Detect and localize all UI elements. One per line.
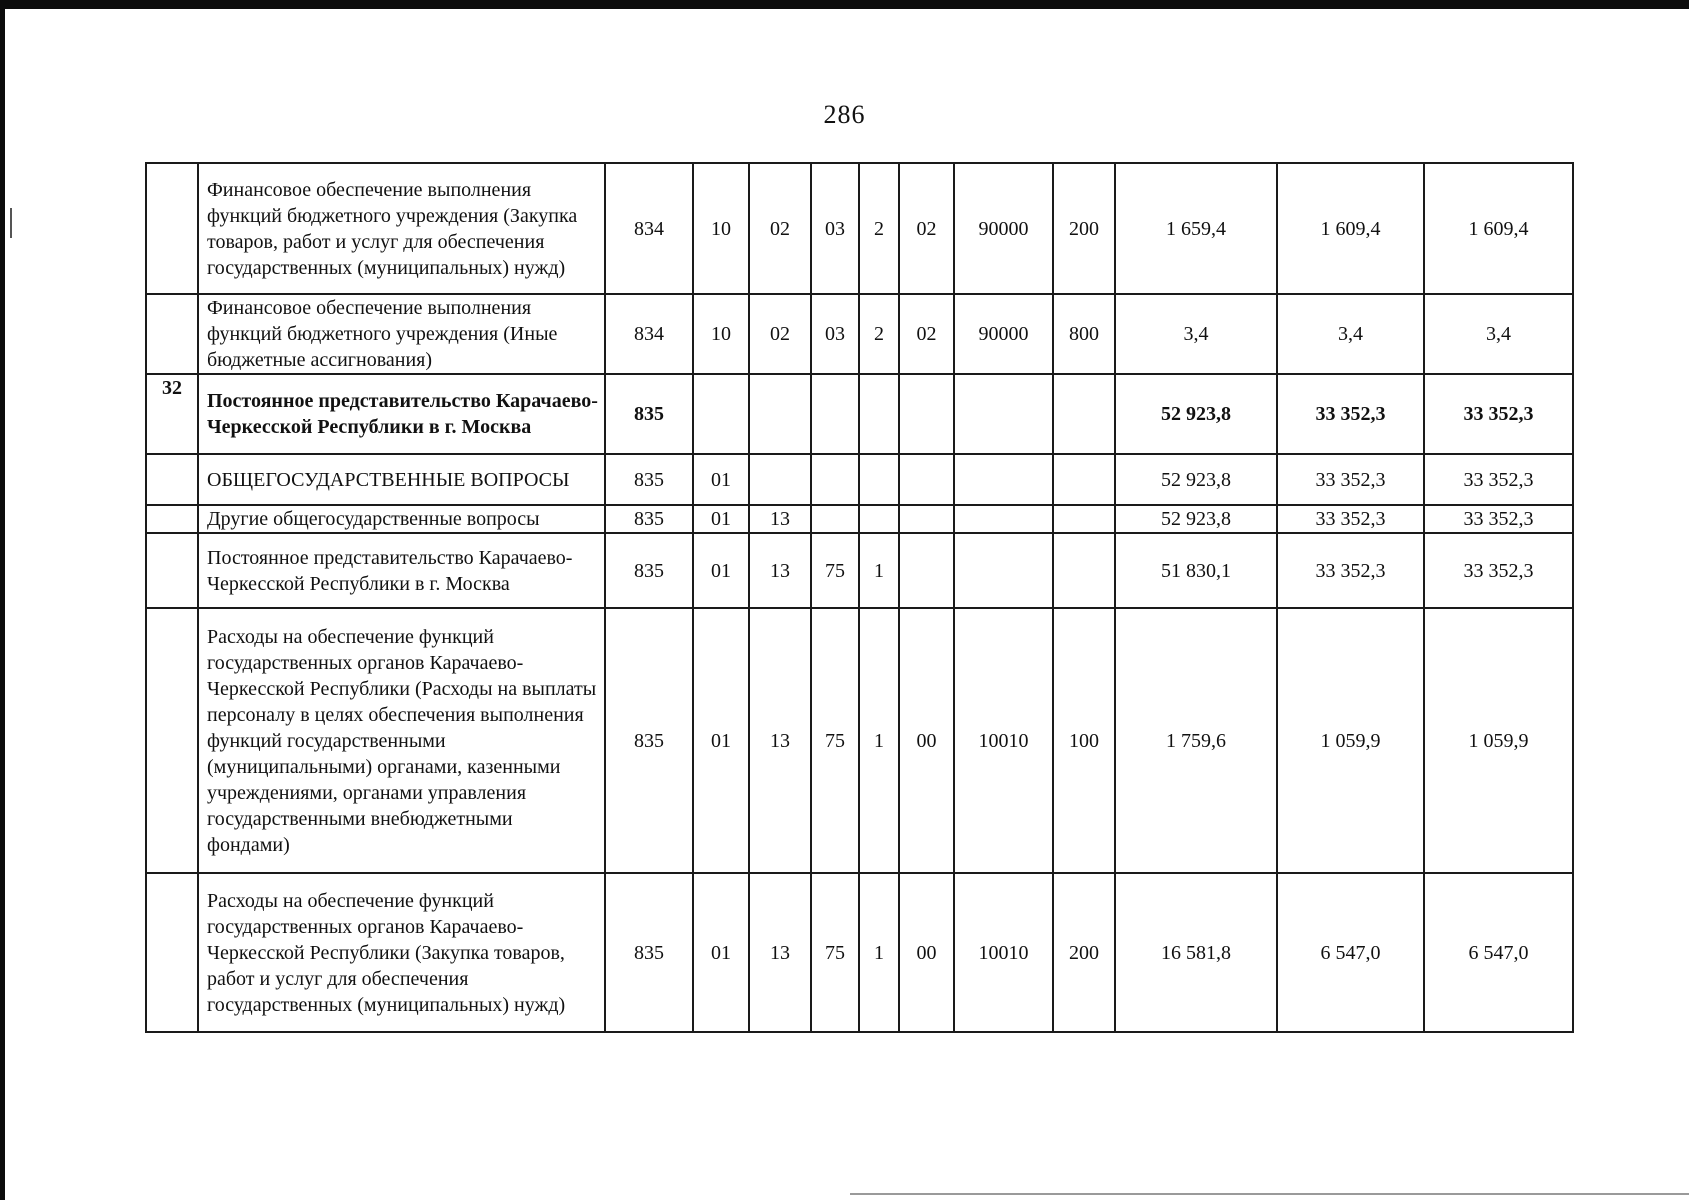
row-value-cell [954, 505, 1053, 533]
row-value-cell [899, 454, 954, 505]
row-value-cell: 33 352,3 [1277, 454, 1424, 505]
row-value-cell [749, 454, 811, 505]
row-value-cell [954, 374, 1053, 454]
row-value-cell: 1 609,4 [1277, 163, 1424, 294]
row-value-cell [1053, 454, 1115, 505]
row-value-cell [811, 374, 859, 454]
row-value-cell: 1 [859, 873, 899, 1032]
row-value-cell: 3,4 [1277, 294, 1424, 374]
row-value-cell: 52 923,8 [1115, 454, 1277, 505]
row-value-cell: 835 [605, 374, 693, 454]
row-name-cell: Финансовое обеспечение выполнения функций бюджетного учреждения (Иные бюджетные ассигнования) [198, 294, 605, 374]
row-value-cell: 6 547,0 [1424, 873, 1573, 1032]
row-value-cell: 13 [749, 608, 811, 873]
row-value-cell [859, 454, 899, 505]
row-value-cell: 834 [605, 163, 693, 294]
row-value-cell: 835 [605, 608, 693, 873]
row-number-cell [146, 163, 198, 294]
row-value-cell: 33 352,3 [1424, 454, 1573, 505]
row-value-cell: 33 352,3 [1277, 533, 1424, 608]
row-value-cell: 75 [811, 608, 859, 873]
row-value-cell: 33 352,3 [1277, 505, 1424, 533]
row-value-cell: 00 [899, 873, 954, 1032]
row-value-cell: 33 352,3 [1424, 374, 1573, 454]
row-value-cell: 6 547,0 [1277, 873, 1424, 1032]
budget-table [145, 162, 1574, 1033]
row-value-cell: 52 923,8 [1115, 505, 1277, 533]
row-value-cell: 01 [693, 505, 749, 533]
row-value-cell [954, 454, 1053, 505]
row-value-cell: 33 352,3 [1277, 374, 1424, 454]
row-value-cell [811, 454, 859, 505]
row-value-cell: 90000 [954, 163, 1053, 294]
row-value-cell: 835 [605, 505, 693, 533]
row-value-cell: 2 [859, 163, 899, 294]
row-value-cell: 835 [605, 873, 693, 1032]
row-value-cell: 00 [899, 608, 954, 873]
row-value-cell [749, 374, 811, 454]
table-row [146, 163, 1573, 294]
row-value-cell [1053, 374, 1115, 454]
row-value-cell: 1 [859, 608, 899, 873]
row-value-cell: 1 059,9 [1277, 608, 1424, 873]
row-number-cell [146, 454, 198, 505]
row-value-cell: 800 [1053, 294, 1115, 374]
row-number-cell [146, 608, 198, 873]
row-value-cell: 13 [749, 505, 811, 533]
row-value-cell: 200 [1053, 873, 1115, 1032]
row-value-cell [899, 505, 954, 533]
table-row [146, 873, 1573, 1032]
row-value-cell: 10 [693, 163, 749, 294]
row-value-cell: 75 [811, 873, 859, 1032]
row-name-cell: Финансовое обеспечение выполнения функций бюджетного учреждения (Закупка товаров, работ и услуг для обеспечения государственных (муниципальных) нужд) [198, 163, 605, 294]
row-value-cell [693, 374, 749, 454]
row-value-cell: 13 [749, 873, 811, 1032]
row-value-cell [1053, 505, 1115, 533]
row-value-cell: 01 [693, 873, 749, 1032]
row-value-cell [859, 505, 899, 533]
table-row [146, 533, 1573, 608]
scan-left-border [0, 0, 5, 1200]
row-number-cell [146, 533, 198, 608]
row-name-cell: Другие общегосударственные вопросы [198, 505, 605, 533]
row-value-cell [899, 533, 954, 608]
row-value-cell: 01 [693, 454, 749, 505]
row-value-cell [859, 374, 899, 454]
row-name-cell: Расходы на обеспечение функций государственных органов Карачаево-Черкесской Республики (Расходы на выплаты персоналу в целях обеспечения выполнения функций государственными (муниципальными) органами, казенными учреждениями, органами управления государственными внебюджетными фондами) [198, 608, 605, 873]
scan-top-border [0, 0, 1689, 9]
table-row [146, 374, 1573, 454]
scan-bottom-line [850, 1193, 1689, 1195]
row-value-cell [899, 374, 954, 454]
row-value-cell: 90000 [954, 294, 1053, 374]
row-value-cell: 02 [749, 163, 811, 294]
row-name-cell: ОБЩЕГОСУДАРСТВЕННЫЕ ВОПРОСЫ [198, 454, 605, 505]
row-name-cell: Постоянное представительство Карачаево-Черкесской Республики в г. Москва [198, 533, 605, 608]
row-value-cell: 33 352,3 [1424, 533, 1573, 608]
scan-artifact-mark [10, 208, 12, 238]
row-value-cell: 16 581,8 [1115, 873, 1277, 1032]
row-value-cell: 10 [693, 294, 749, 374]
row-name-cell: Постоянное представительство Карачаево-Черкесской Республики в г. Москва [198, 374, 605, 454]
row-value-cell: 03 [811, 163, 859, 294]
row-value-cell: 100 [1053, 608, 1115, 873]
row-value-cell: 1 659,4 [1115, 163, 1277, 294]
row-value-cell: 01 [693, 608, 749, 873]
row-value-cell: 33 352,3 [1424, 505, 1573, 533]
row-value-cell: 835 [605, 454, 693, 505]
row-value-cell [1053, 533, 1115, 608]
row-value-cell: 02 [899, 294, 954, 374]
row-value-cell: 2 [859, 294, 899, 374]
row-value-cell: 1 759,6 [1115, 608, 1277, 873]
row-value-cell [811, 505, 859, 533]
row-value-cell: 03 [811, 294, 859, 374]
row-value-cell: 52 923,8 [1115, 374, 1277, 454]
row-value-cell [954, 533, 1053, 608]
row-name-cell: Расходы на обеспечение функций государственных органов Карачаево-Черкесской Республики (Закупка товаров, работ и услуг для обеспечения государственных (муниципальных) нужд) [198, 873, 605, 1032]
row-value-cell: 13 [749, 533, 811, 608]
row-value-cell: 1 609,4 [1424, 163, 1573, 294]
row-number-cell: 32 [146, 374, 198, 454]
row-value-cell: 834 [605, 294, 693, 374]
row-value-cell: 3,4 [1424, 294, 1573, 374]
row-value-cell: 51 830,1 [1115, 533, 1277, 608]
row-value-cell: 200 [1053, 163, 1115, 294]
row-value-cell: 1 059,9 [1424, 608, 1573, 873]
row-value-cell: 75 [811, 533, 859, 608]
row-value-cell: 10010 [954, 608, 1053, 873]
row-number-cell [146, 873, 198, 1032]
page-number: 286 [823, 100, 866, 129]
budget-table-body [146, 163, 1573, 1032]
table-row [146, 505, 1573, 533]
row-number-cell [146, 505, 198, 533]
row-value-cell: 835 [605, 533, 693, 608]
table-row [146, 608, 1573, 873]
row-value-cell: 3,4 [1115, 294, 1277, 374]
row-number-cell [146, 294, 198, 374]
row-value-cell: 02 [899, 163, 954, 294]
row-value-cell: 01 [693, 533, 749, 608]
table-row [146, 454, 1573, 505]
row-value-cell: 1 [859, 533, 899, 608]
row-value-cell: 02 [749, 294, 811, 374]
table-row [146, 294, 1573, 374]
row-value-cell: 10010 [954, 873, 1053, 1032]
